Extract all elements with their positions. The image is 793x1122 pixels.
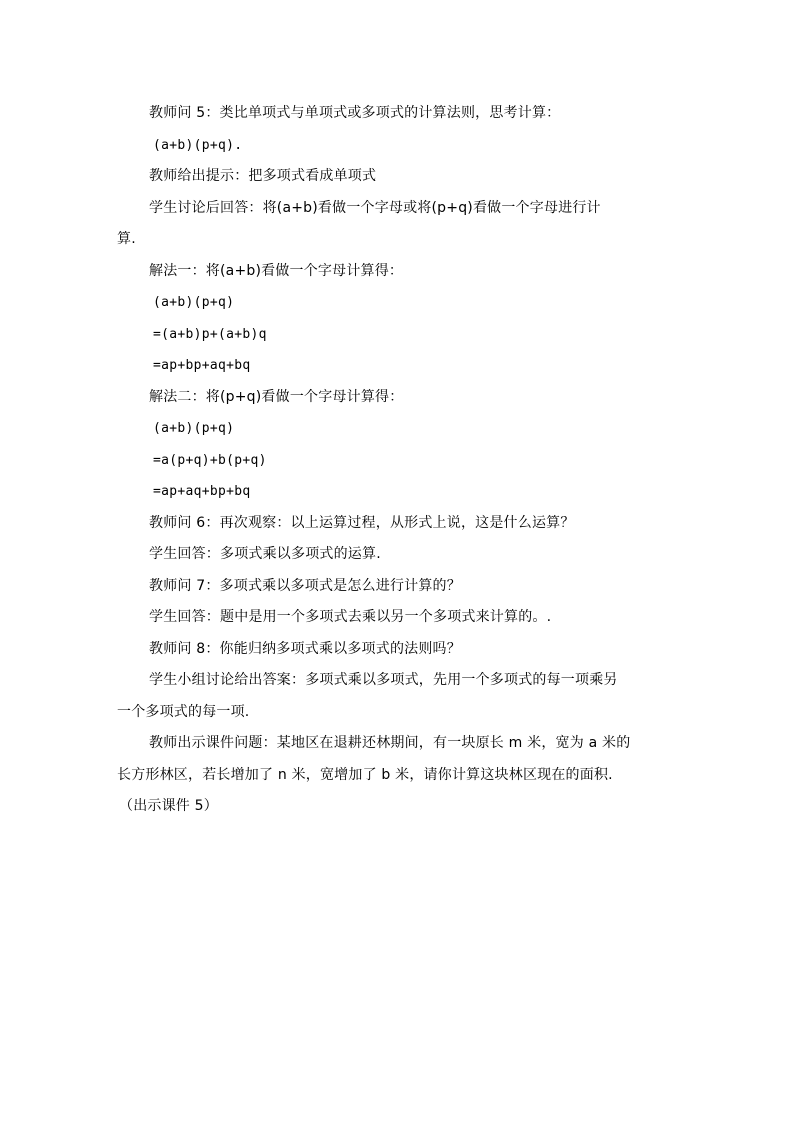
student-answer-6: 学生回答：多项式乘以多项式的运算. [149,546,381,562]
solution-two-step-2: =a(p+q)+b(p+q) [153,452,267,468]
solution-one-step-1: (a+b)(p+q) [153,295,235,310]
student-answer-line-1: 学生讨论后回答：将(a+b)看做一个字母或将(p+q)看做一个字母进行计 [149,199,601,216]
teacher-hint: 教师给出提示：把多项式看成单项式 [149,168,377,184]
solution-two-step-1: (a+b)(p+q) [153,421,235,436]
solution-one-step-3: =ap+bp+aq+bq [153,358,251,373]
group-answer-line-1: 学生小组讨论给出答案：多项式乘以多项式，先用一个多项式的每一项乘另 [149,672,618,688]
solution-two-heading: 解法二：将(p+q)看做一个字母计算得： [149,388,404,405]
solution-one-step-2: =(a+b)p+(a+b)q [153,326,267,342]
formula-expression: (a+b)(p+q). [153,137,243,153]
teacher-question-8: 教师问 8：你能归纳多项式乘以多项式的法则吗？ [149,640,461,657]
teacher-question-6: 教师问 6：再次观察：以上运算过程，从形式上说，这是什么运算？ [149,514,575,531]
student-answer-line-2: 算. [117,231,136,247]
courseware-problem-line-1: 教师出示课件问题：某地区在退耕还林期间，有一块原长 m 米，宽为 a 米的 [149,735,631,751]
teacher-question-5: 教师问 5：类比单项式与单项式或多项式的计算法则，思考计算： [149,105,561,121]
courseware-problem-line-2: 长方形林区，若长增加了 n 米，宽增加了 b 米，请你计算这块林区现在的面积. [117,766,613,783]
teacher-question-7: 教师问 7：多项式乘以多项式是怎么进行计算的？ [149,577,461,594]
document-body [117,98,677,823]
solution-two-step-3: =ap+aq+bp+bq [153,484,251,499]
student-answer-7: 学生回答：题中是用一个多项式去乘以另一个多项式来计算的。. [149,609,552,625]
solution-one-heading: 解法一：将(a+b)看做一个字母计算得： [149,262,404,279]
courseware-note: （出示课件 5） [119,798,218,814]
group-answer-line-2: 一个多项式的每一项. [117,703,250,720]
